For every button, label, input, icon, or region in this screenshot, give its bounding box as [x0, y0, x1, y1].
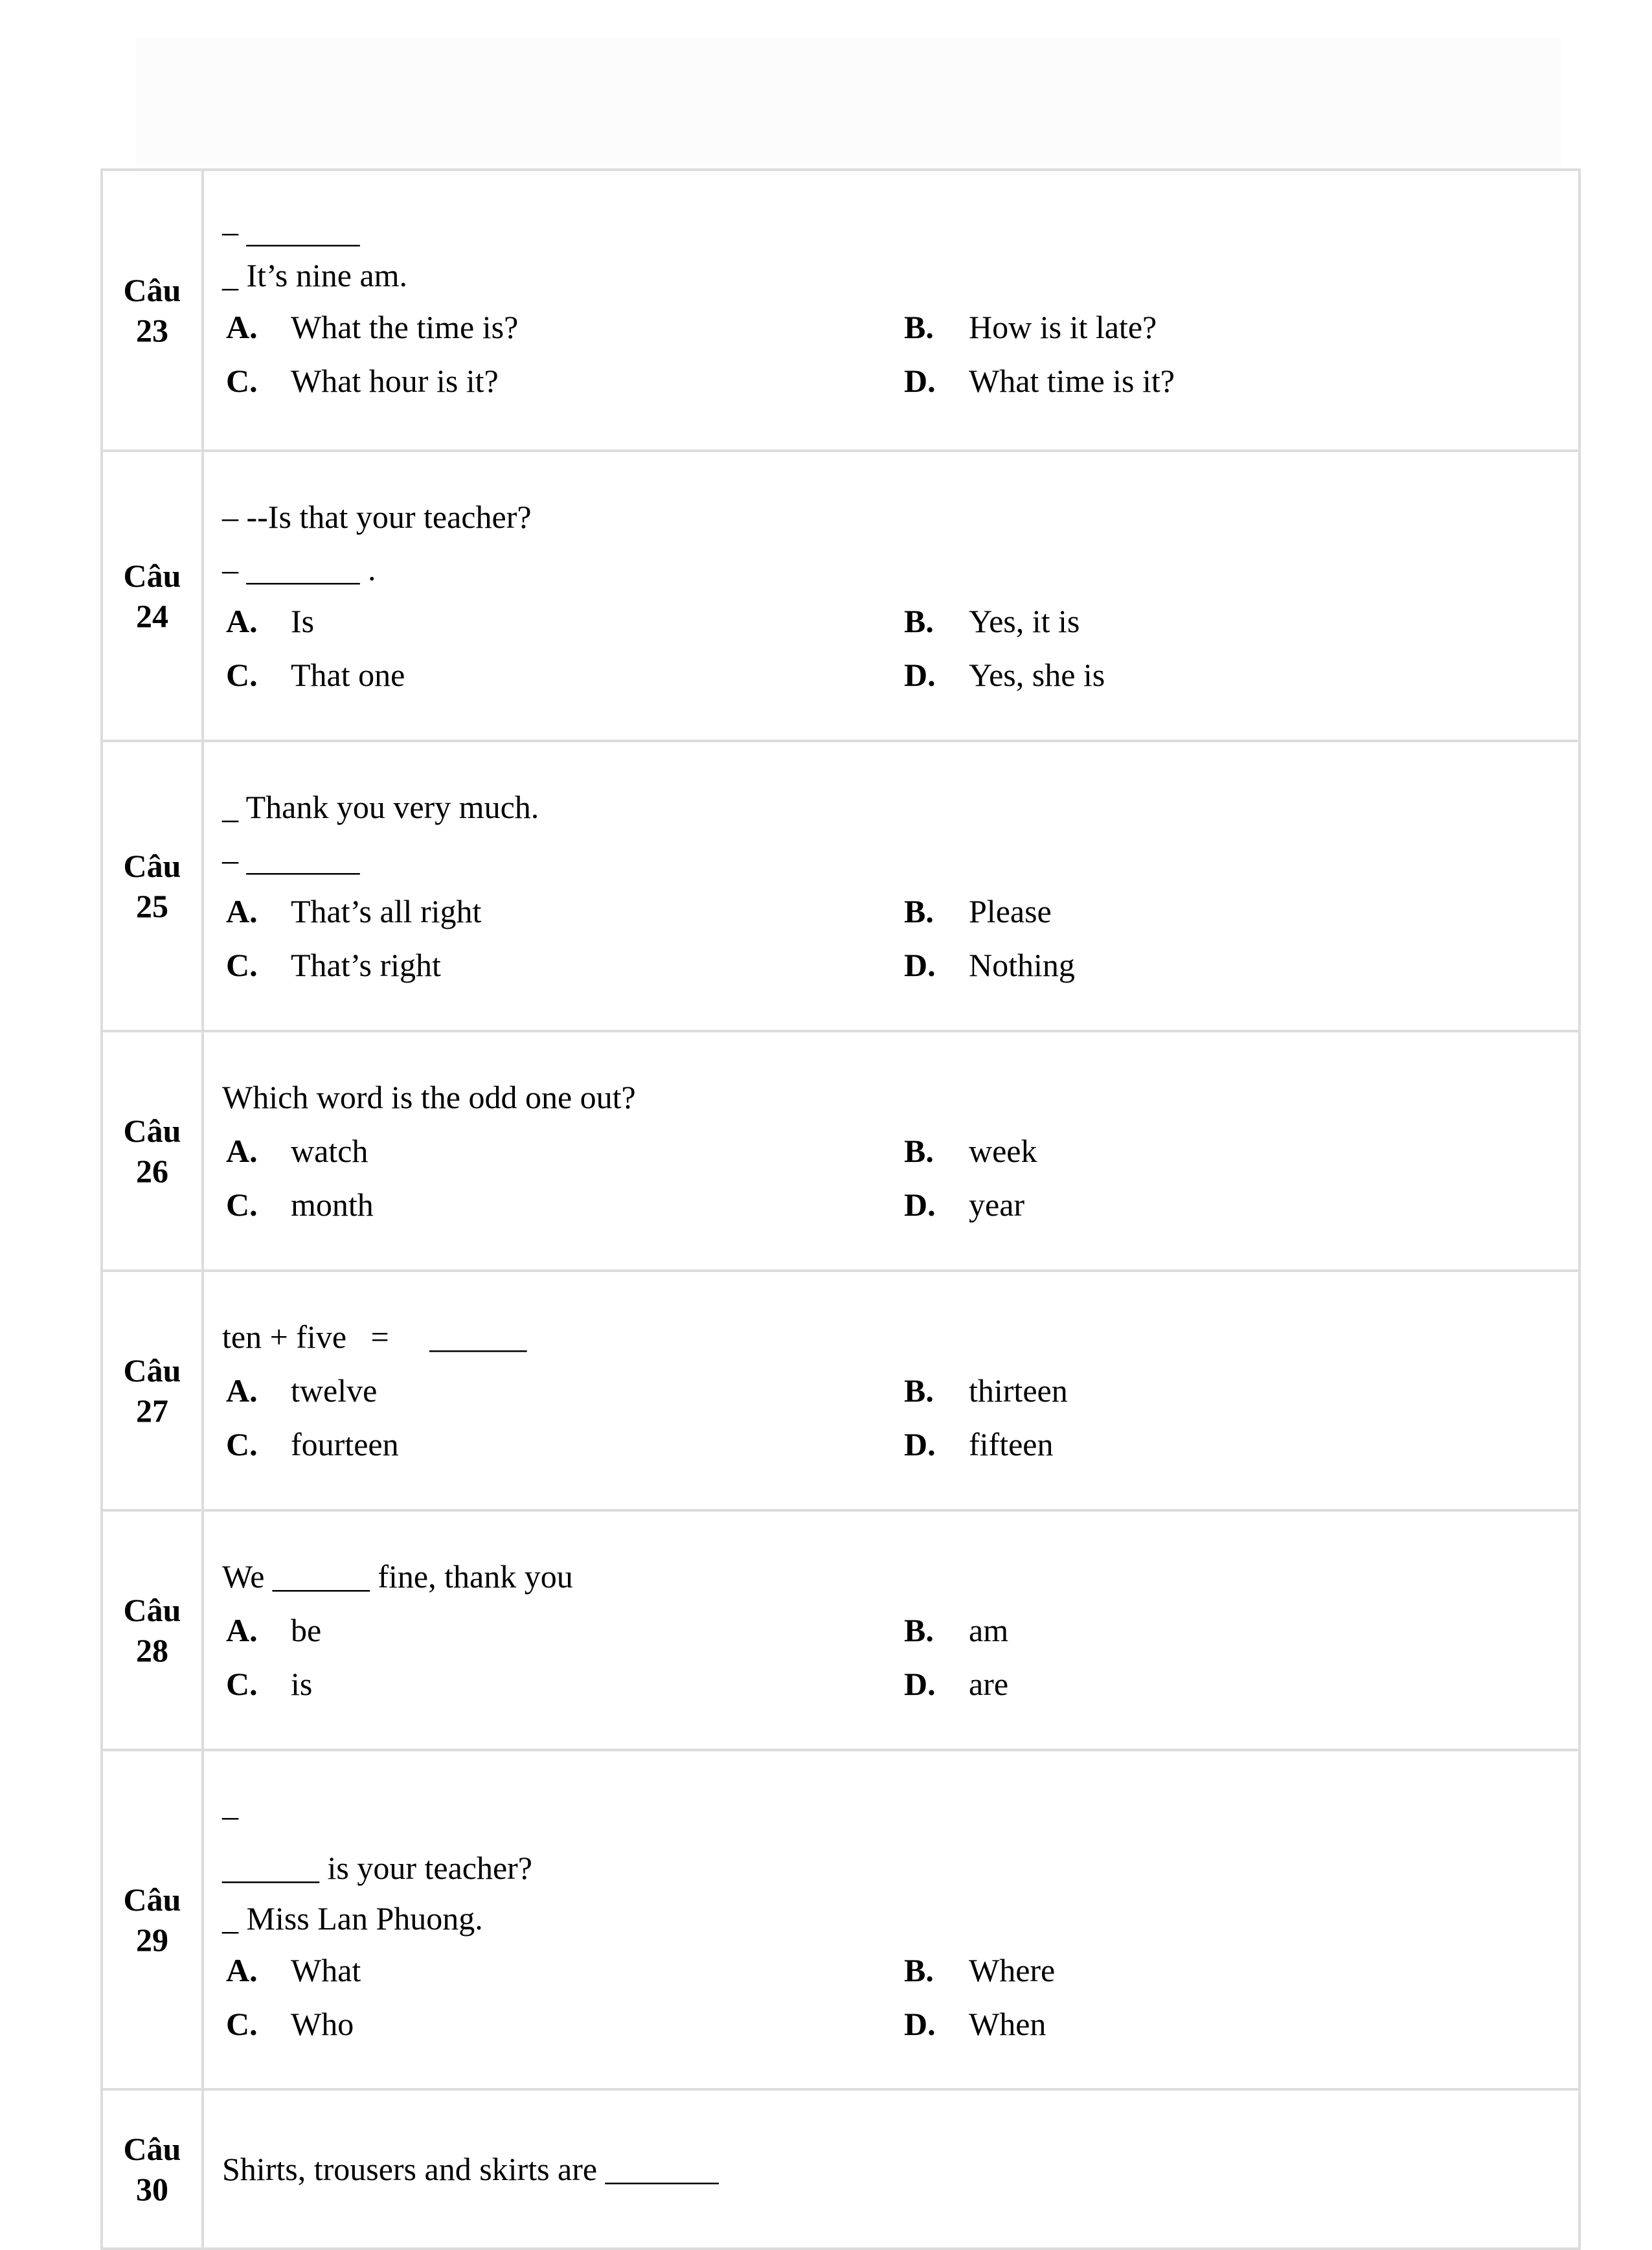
option-c[interactable] — [222, 1997, 900, 2051]
question-row-29 — [102, 1750, 1579, 2089]
option-letter: C. — [226, 1426, 258, 1462]
option-letter: A. — [226, 1611, 258, 1648]
question-label: Câu — [123, 558, 181, 594]
question-number: 30 — [136, 2171, 168, 2207]
option-b[interactable] — [900, 301, 1578, 354]
option-letter: B. — [904, 1132, 934, 1169]
option-d[interactable] — [900, 1418, 1578, 1472]
option-letter: C. — [226, 2005, 258, 2042]
question-number-cell — [102, 1510, 203, 1750]
question-label: Câu — [123, 1352, 181, 1389]
option-row — [222, 354, 1578, 408]
question-number-cell — [102, 170, 203, 451]
option-d[interactable] — [900, 1997, 1578, 2051]
option-a[interactable] — [222, 595, 900, 648]
question-number: 23 — [136, 312, 168, 348]
option-row — [222, 1657, 1578, 1711]
option-row — [222, 1944, 1578, 1997]
option-row — [222, 1364, 1578, 1418]
question-stem-line: ten + five = ______ — [222, 1318, 527, 1355]
option-text: Yes, it is — [969, 602, 1080, 639]
option-text: fifteen — [969, 1426, 1054, 1462]
question-stem-line: Which word is the odd one out? — [222, 1078, 636, 1115]
option-letter: C. — [226, 656, 258, 693]
question-content-cell — [203, 741, 1579, 1031]
option-letter: B. — [904, 892, 934, 929]
option-text: What hour is it? — [291, 363, 499, 399]
question-table — [100, 168, 1581, 2250]
option-letter: C. — [226, 1665, 258, 1702]
question-stem-line: – _______ — [222, 841, 360, 878]
option-letter: D. — [904, 1665, 936, 1702]
option-d[interactable] — [900, 648, 1578, 702]
question-number: 25 — [136, 888, 168, 924]
option-letter: B. — [904, 309, 934, 345]
option-c[interactable] — [222, 1178, 900, 1232]
option-text: Is — [291, 602, 315, 639]
question-label: Câu — [123, 848, 181, 884]
option-letter: D. — [904, 656, 936, 693]
option-letter: D. — [904, 2005, 936, 2042]
option-text: That’s right — [291, 946, 441, 983]
option-letter: A. — [226, 1132, 258, 1169]
question-number-cell — [102, 741, 203, 1031]
option-letter: A. — [226, 602, 258, 639]
question-stem-line: – — [222, 1797, 238, 1834]
option-row — [222, 885, 1578, 938]
question-number-cell — [102, 451, 203, 741]
option-a[interactable] — [222, 885, 900, 938]
question-row-27 — [102, 1271, 1579, 1510]
option-text: What time is it? — [969, 363, 1175, 399]
page-header-band — [136, 39, 1561, 175]
option-text: Yes, she is — [969, 656, 1105, 693]
question-content-cell — [203, 1271, 1579, 1510]
option-c[interactable] — [222, 1418, 900, 1472]
question-stem-line: _ Thank you very much. — [222, 788, 539, 825]
question-row-30 — [102, 2089, 1579, 2249]
option-row — [222, 1418, 1578, 1472]
option-letter: D. — [904, 1186, 936, 1223]
question-stem-line: – _______ — [222, 213, 360, 249]
question-number: 26 — [136, 1153, 168, 1189]
option-d[interactable] — [900, 938, 1578, 992]
question-row-26 — [102, 1031, 1579, 1271]
option-letter: D. — [904, 363, 936, 399]
option-text: is — [291, 1665, 313, 1702]
option-d[interactable] — [900, 354, 1578, 408]
option-text: watch — [291, 1132, 368, 1169]
question-content-cell — [203, 170, 1579, 451]
option-text: That one — [291, 656, 405, 693]
question-row-24 — [102, 451, 1579, 741]
question-stem-line: _ Miss Lan Phuong. — [222, 1900, 483, 1937]
option-letter: A. — [226, 892, 258, 929]
option-letter: C. — [226, 1186, 258, 1223]
question-content-cell — [203, 2089, 1579, 2249]
option-letter: B. — [904, 1611, 934, 1648]
option-letter: C. — [226, 946, 258, 983]
option-c[interactable] — [222, 1657, 900, 1711]
question-number-cell — [102, 1031, 203, 1271]
option-c[interactable] — [222, 354, 900, 408]
question-content-cell — [203, 1750, 1579, 2089]
option-text: What the time is? — [291, 309, 519, 345]
question-stem-line: We ______ fine, thank you — [222, 1558, 573, 1595]
option-row — [222, 1604, 1578, 1657]
option-c[interactable] — [222, 648, 900, 702]
question-row-23 — [102, 170, 1579, 451]
question-number-cell — [102, 1271, 203, 1510]
question-label: Câu — [123, 1592, 181, 1628]
question-stem-line: _ It’s nine am. — [222, 257, 408, 293]
option-text: week — [969, 1132, 1037, 1169]
question-number: 24 — [136, 598, 168, 634]
option-a[interactable] — [222, 301, 900, 354]
option-text: Where — [969, 1951, 1056, 1988]
option-b[interactable] — [900, 885, 1578, 938]
option-d[interactable] — [900, 1657, 1578, 1711]
option-b[interactable] — [900, 595, 1578, 648]
option-text: fourteen — [291, 1426, 399, 1462]
question-stem-line: ______ is your teacher? — [222, 1849, 533, 1886]
option-text: That’s all right — [291, 892, 482, 929]
option-letter: B. — [904, 1951, 934, 1988]
question-number: 27 — [136, 1392, 168, 1429]
option-b[interactable] — [900, 1944, 1578, 1997]
option-text: Nothing — [969, 946, 1075, 983]
option-row — [222, 1124, 1578, 1178]
option-text: When — [969, 2005, 1047, 2042]
option-a[interactable] — [222, 1604, 900, 1657]
option-text: How is it late? — [969, 309, 1157, 345]
question-number-cell — [102, 2089, 203, 2249]
option-letter: B. — [904, 602, 934, 639]
question-number: 29 — [136, 1922, 168, 1958]
option-letter: A. — [226, 1951, 258, 1988]
option-b[interactable] — [900, 1124, 1578, 1178]
question-stem-line: – _______ . — [222, 551, 376, 587]
option-row — [222, 595, 1578, 648]
option-row — [222, 648, 1578, 702]
option-text: Please — [969, 892, 1052, 929]
option-b[interactable] — [900, 1364, 1578, 1418]
option-text: am — [969, 1611, 1009, 1648]
option-letter: D. — [904, 1426, 936, 1462]
question-label: Câu — [123, 1113, 181, 1149]
option-letter: A. — [226, 1372, 258, 1409]
option-text: thirteen — [969, 1372, 1068, 1409]
question-content-cell — [203, 1510, 1579, 1750]
option-letter: A. — [226, 309, 258, 345]
option-text: be — [291, 1611, 322, 1648]
option-text: twelve — [291, 1372, 378, 1409]
question-number: 28 — [136, 1632, 168, 1668]
question-label: Câu — [123, 1881, 181, 1918]
question-row-28 — [102, 1510, 1579, 1750]
option-b[interactable] — [900, 1604, 1578, 1657]
question-stem-line: Shirts, trousers and skirts are _______ — [222, 2150, 719, 2187]
question-content-cell — [203, 1031, 1579, 1271]
question-content-cell — [203, 451, 1579, 741]
option-text: Who — [291, 2005, 354, 2042]
question-row-25 — [102, 741, 1579, 1031]
option-row — [222, 1997, 1578, 2051]
option-c[interactable] — [222, 938, 900, 992]
option-text: year — [969, 1186, 1025, 1223]
option-row — [222, 301, 1578, 354]
option-row — [222, 1178, 1578, 1232]
option-d[interactable] — [900, 1178, 1578, 1232]
option-a[interactable] — [222, 1364, 900, 1418]
option-letter: D. — [904, 946, 936, 983]
question-stem-line: – --Is that your teacher? — [222, 498, 532, 535]
option-text: month — [291, 1186, 374, 1223]
option-text: What — [291, 1951, 361, 1988]
option-text: are — [969, 1665, 1009, 1702]
question-label: Câu — [123, 272, 181, 308]
option-letter: C. — [226, 363, 258, 399]
option-row — [222, 938, 1578, 992]
question-label: Câu — [123, 2131, 181, 2167]
option-letter: B. — [904, 1372, 934, 1409]
question-number-cell — [102, 1750, 203, 2089]
option-a[interactable] — [222, 1944, 900, 1997]
option-a[interactable] — [222, 1124, 900, 1178]
